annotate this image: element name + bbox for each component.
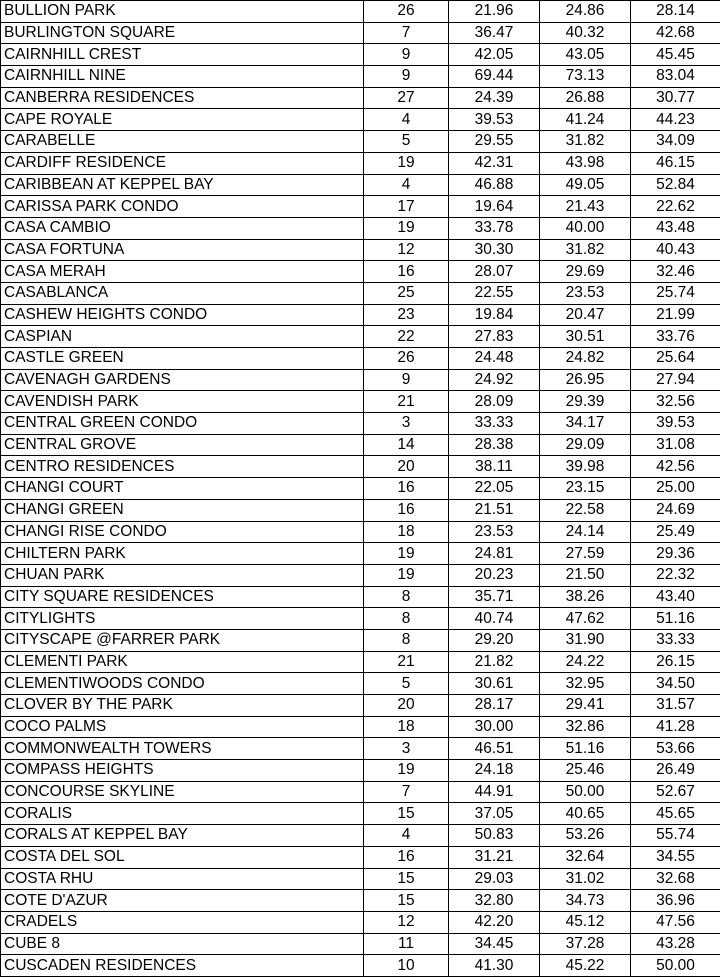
project-name-cell: CAIRNHILL NINE	[1, 66, 364, 88]
district-cell: 27	[364, 87, 449, 109]
district-cell: 20	[364, 456, 449, 478]
value-c-cell: 43.28	[631, 933, 720, 955]
district-cell: 11	[364, 933, 449, 955]
value-b-cell: 29.69	[540, 261, 631, 283]
value-c-cell: 40.43	[631, 239, 720, 261]
table-row	[1, 348, 720, 370]
table-row	[1, 109, 720, 131]
value-b-cell: 53.26	[540, 825, 631, 847]
value-c-cell: 28.14	[631, 1, 720, 23]
value-a-cell: 22.55	[449, 282, 540, 304]
value-b-cell: 45.12	[540, 911, 631, 933]
value-a-cell: 29.20	[449, 629, 540, 651]
table-row	[1, 44, 720, 66]
project-name-cell: CUBE 8	[1, 933, 364, 955]
value-c-cell: 30.77	[631, 87, 720, 109]
table-row	[1, 586, 720, 608]
value-a-cell: 24.18	[449, 760, 540, 782]
project-name-cell: CASHEW HEIGHTS CONDO	[1, 304, 364, 326]
value-b-cell: 24.86	[540, 1, 631, 23]
value-c-cell: 32.56	[631, 391, 720, 413]
value-a-cell: 42.05	[449, 44, 540, 66]
table-row	[1, 825, 720, 847]
project-name-cell: CHANGI GREEN	[1, 499, 364, 521]
value-a-cell: 40.74	[449, 608, 540, 630]
table-row	[1, 955, 720, 977]
table-row	[1, 456, 720, 478]
table-row	[1, 261, 720, 283]
table-row	[1, 66, 720, 88]
value-b-cell: 29.41	[540, 695, 631, 717]
project-name-cell: CARIBBEAN AT KEPPEL BAY	[1, 174, 364, 196]
table-row	[1, 478, 720, 500]
project-name-cell: CENTRO RESIDENCES	[1, 456, 364, 478]
project-name-cell: CARABELLE	[1, 131, 364, 153]
value-b-cell: 40.32	[540, 22, 631, 44]
value-c-cell: 33.76	[631, 326, 720, 348]
value-a-cell: 21.96	[449, 1, 540, 23]
table-row	[1, 673, 720, 695]
project-name-cell: CORALIS	[1, 803, 364, 825]
district-cell: 19	[364, 760, 449, 782]
value-c-cell: 83.04	[631, 66, 720, 88]
value-a-cell: 37.05	[449, 803, 540, 825]
table-row	[1, 738, 720, 760]
value-a-cell: 35.71	[449, 586, 540, 608]
project-name-cell: CAPE ROYALE	[1, 109, 364, 131]
district-cell: 19	[364, 543, 449, 565]
value-a-cell: 41.30	[449, 955, 540, 977]
value-b-cell: 27.59	[540, 543, 631, 565]
project-name-cell: CASTLE GREEN	[1, 348, 364, 370]
table-row	[1, 521, 720, 543]
district-cell: 3	[364, 738, 449, 760]
district-cell: 17	[364, 196, 449, 218]
value-c-cell: 41.28	[631, 716, 720, 738]
value-c-cell: 52.67	[631, 781, 720, 803]
table-row	[1, 629, 720, 651]
value-b-cell: 29.39	[540, 391, 631, 413]
project-name-cell: CASABLANCA	[1, 282, 364, 304]
district-cell: 9	[364, 369, 449, 391]
value-a-cell: 42.20	[449, 911, 540, 933]
value-b-cell: 40.00	[540, 217, 631, 239]
value-c-cell: 42.68	[631, 22, 720, 44]
district-cell: 26	[364, 1, 449, 23]
value-b-cell: 23.15	[540, 478, 631, 500]
value-c-cell: 25.64	[631, 348, 720, 370]
district-cell: 18	[364, 521, 449, 543]
value-b-cell: 31.02	[540, 868, 631, 890]
value-b-cell: 24.82	[540, 348, 631, 370]
district-cell: 16	[364, 261, 449, 283]
district-cell: 15	[364, 890, 449, 912]
project-name-cell: CASA CAMBIO	[1, 217, 364, 239]
district-cell: 7	[364, 22, 449, 44]
table-row	[1, 1, 720, 23]
table-row	[1, 543, 720, 565]
value-a-cell: 27.83	[449, 326, 540, 348]
value-c-cell: 47.56	[631, 911, 720, 933]
value-a-cell: 28.17	[449, 695, 540, 717]
table-row	[1, 282, 720, 304]
value-b-cell: 22.58	[540, 499, 631, 521]
value-c-cell: 45.65	[631, 803, 720, 825]
table-row	[1, 933, 720, 955]
district-cell: 25	[364, 282, 449, 304]
value-a-cell: 24.81	[449, 543, 540, 565]
district-cell: 18	[364, 716, 449, 738]
district-cell: 15	[364, 803, 449, 825]
district-cell: 21	[364, 651, 449, 673]
district-cell: 23	[364, 304, 449, 326]
value-a-cell: 21.51	[449, 499, 540, 521]
value-c-cell: 52.84	[631, 174, 720, 196]
value-a-cell: 36.47	[449, 22, 540, 44]
value-c-cell: 42.56	[631, 456, 720, 478]
value-b-cell: 21.43	[540, 196, 631, 218]
district-cell: 9	[364, 44, 449, 66]
district-cell: 8	[364, 608, 449, 630]
value-c-cell: 34.55	[631, 846, 720, 868]
table-row	[1, 890, 720, 912]
value-b-cell: 47.62	[540, 608, 631, 630]
district-cell: 16	[364, 499, 449, 521]
value-b-cell: 25.46	[540, 760, 631, 782]
value-b-cell: 37.28	[540, 933, 631, 955]
value-a-cell: 31.21	[449, 846, 540, 868]
value-c-cell: 31.08	[631, 434, 720, 456]
district-cell: 20	[364, 695, 449, 717]
value-a-cell: 46.88	[449, 174, 540, 196]
project-name-cell: CRADELS	[1, 911, 364, 933]
table-row	[1, 716, 720, 738]
value-b-cell: 34.73	[540, 890, 631, 912]
district-cell: 14	[364, 434, 449, 456]
value-b-cell: 73.13	[540, 66, 631, 88]
value-c-cell: 26.15	[631, 651, 720, 673]
district-cell: 12	[364, 911, 449, 933]
value-c-cell: 25.74	[631, 282, 720, 304]
value-c-cell: 46.15	[631, 152, 720, 174]
district-cell: 15	[364, 868, 449, 890]
value-c-cell: 34.09	[631, 131, 720, 153]
value-c-cell: 22.32	[631, 564, 720, 586]
table-body	[1, 1, 720, 977]
value-b-cell: 32.86	[540, 716, 631, 738]
project-name-cell: CENTRAL GROVE	[1, 434, 364, 456]
district-cell: 9	[364, 66, 449, 88]
project-name-cell: CHANGI RISE CONDO	[1, 521, 364, 543]
table-row	[1, 174, 720, 196]
value-b-cell: 26.95	[540, 369, 631, 391]
value-a-cell: 32.80	[449, 890, 540, 912]
value-b-cell: 39.98	[540, 456, 631, 478]
value-b-cell: 31.82	[540, 239, 631, 261]
district-cell: 19	[364, 217, 449, 239]
district-cell: 4	[364, 825, 449, 847]
value-a-cell: 30.00	[449, 716, 540, 738]
project-name-cell: COSTA RHU	[1, 868, 364, 890]
district-cell: 21	[364, 391, 449, 413]
value-a-cell: 34.45	[449, 933, 540, 955]
table-row	[1, 22, 720, 44]
value-b-cell: 20.47	[540, 304, 631, 326]
value-b-cell: 21.50	[540, 564, 631, 586]
district-cell: 16	[364, 846, 449, 868]
table-row	[1, 608, 720, 630]
table-row	[1, 131, 720, 153]
value-a-cell: 30.61	[449, 673, 540, 695]
value-a-cell: 46.51	[449, 738, 540, 760]
value-c-cell: 34.50	[631, 673, 720, 695]
project-name-cell: CHUAN PARK	[1, 564, 364, 586]
table-row	[1, 239, 720, 261]
value-b-cell: 31.82	[540, 131, 631, 153]
district-cell: 26	[364, 348, 449, 370]
value-b-cell: 23.53	[540, 282, 631, 304]
value-a-cell: 42.31	[449, 152, 540, 174]
project-name-cell: CITY SQUARE RESIDENCES	[1, 586, 364, 608]
value-a-cell: 39.53	[449, 109, 540, 131]
value-c-cell: 29.36	[631, 543, 720, 565]
table-row	[1, 217, 720, 239]
value-b-cell: 32.64	[540, 846, 631, 868]
value-c-cell: 27.94	[631, 369, 720, 391]
value-a-cell: 29.55	[449, 131, 540, 153]
table-row	[1, 803, 720, 825]
table-row	[1, 846, 720, 868]
table-row	[1, 434, 720, 456]
value-c-cell: 25.00	[631, 478, 720, 500]
project-name-cell: CHILTERN PARK	[1, 543, 364, 565]
district-cell: 12	[364, 239, 449, 261]
project-name-cell: CORALS AT KEPPEL BAY	[1, 825, 364, 847]
project-name-cell: BURLINGTON SQUARE	[1, 22, 364, 44]
value-b-cell: 24.14	[540, 521, 631, 543]
value-a-cell: 21.82	[449, 651, 540, 673]
value-c-cell: 50.00	[631, 955, 720, 977]
table-row	[1, 369, 720, 391]
value-c-cell: 45.45	[631, 44, 720, 66]
project-name-cell: CITYSCAPE @FARRER PARK	[1, 629, 364, 651]
value-a-cell: 50.83	[449, 825, 540, 847]
value-c-cell: 24.69	[631, 499, 720, 521]
project-name-cell: CAVENDISH PARK	[1, 391, 364, 413]
district-cell: 3	[364, 413, 449, 435]
table-row	[1, 304, 720, 326]
value-b-cell: 29.09	[540, 434, 631, 456]
value-a-cell: 38.11	[449, 456, 540, 478]
project-name-cell: CASA MERAH	[1, 261, 364, 283]
value-a-cell: 33.33	[449, 413, 540, 435]
district-cell: 4	[364, 174, 449, 196]
district-cell: 4	[364, 109, 449, 131]
value-a-cell: 23.53	[449, 521, 540, 543]
table-row	[1, 911, 720, 933]
district-cell: 7	[364, 781, 449, 803]
project-name-cell: CASA FORTUNA	[1, 239, 364, 261]
table-row	[1, 152, 720, 174]
value-c-cell: 53.66	[631, 738, 720, 760]
value-a-cell: 22.05	[449, 478, 540, 500]
table-row	[1, 781, 720, 803]
value-c-cell: 43.48	[631, 217, 720, 239]
table-row	[1, 651, 720, 673]
table-row	[1, 413, 720, 435]
value-a-cell: 19.84	[449, 304, 540, 326]
project-name-cell: CITYLIGHTS	[1, 608, 364, 630]
district-cell: 22	[364, 326, 449, 348]
table-row	[1, 196, 720, 218]
project-name-cell: CLOVER BY THE PARK	[1, 695, 364, 717]
value-b-cell: 50.00	[540, 781, 631, 803]
value-a-cell: 28.07	[449, 261, 540, 283]
value-b-cell: 51.16	[540, 738, 631, 760]
table-row	[1, 87, 720, 109]
value-b-cell: 34.17	[540, 413, 631, 435]
value-c-cell: 21.99	[631, 304, 720, 326]
value-a-cell: 24.39	[449, 87, 540, 109]
district-cell: 8	[364, 586, 449, 608]
district-cell: 10	[364, 955, 449, 977]
project-name-cell: CUSCADEN RESIDENCES	[1, 955, 364, 977]
value-b-cell: 32.95	[540, 673, 631, 695]
table-row	[1, 695, 720, 717]
table-row	[1, 564, 720, 586]
district-cell: 19	[364, 564, 449, 586]
value-c-cell: 51.16	[631, 608, 720, 630]
value-c-cell: 32.46	[631, 261, 720, 283]
value-a-cell: 33.78	[449, 217, 540, 239]
value-b-cell: 30.51	[540, 326, 631, 348]
project-name-cell: CASPIAN	[1, 326, 364, 348]
project-name-cell: CARISSA PARK CONDO	[1, 196, 364, 218]
project-name-cell: CONCOURSE SKYLINE	[1, 781, 364, 803]
project-name-cell: COCO PALMS	[1, 716, 364, 738]
project-name-cell: BULLION PARK	[1, 1, 364, 23]
project-name-cell: COTE D'AZUR	[1, 890, 364, 912]
value-a-cell: 19.64	[449, 196, 540, 218]
value-a-cell: 20.23	[449, 564, 540, 586]
table-row	[1, 326, 720, 348]
value-c-cell: 43.40	[631, 586, 720, 608]
value-a-cell: 24.48	[449, 348, 540, 370]
table-row	[1, 868, 720, 890]
value-b-cell: 26.88	[540, 87, 631, 109]
value-a-cell: 30.30	[449, 239, 540, 261]
value-c-cell: 55.74	[631, 825, 720, 847]
value-b-cell: 40.65	[540, 803, 631, 825]
value-c-cell: 39.53	[631, 413, 720, 435]
district-cell: 8	[364, 629, 449, 651]
project-name-cell: CENTRAL GREEN CONDO	[1, 413, 364, 435]
project-name-cell: CARDIFF RESIDENCE	[1, 152, 364, 174]
table-row	[1, 391, 720, 413]
value-c-cell: 32.68	[631, 868, 720, 890]
project-name-cell: COSTA DEL SOL	[1, 846, 364, 868]
value-b-cell: 38.26	[540, 586, 631, 608]
value-b-cell: 24.22	[540, 651, 631, 673]
value-b-cell: 41.24	[540, 109, 631, 131]
value-b-cell: 31.90	[540, 629, 631, 651]
value-a-cell: 44.91	[449, 781, 540, 803]
project-name-cell: CANBERRA RESIDENCES	[1, 87, 364, 109]
project-name-cell: CAVENAGH GARDENS	[1, 369, 364, 391]
value-a-cell: 24.92	[449, 369, 540, 391]
district-cell: 5	[364, 131, 449, 153]
value-c-cell: 22.62	[631, 196, 720, 218]
value-a-cell: 69.44	[449, 66, 540, 88]
value-b-cell: 45.22	[540, 955, 631, 977]
value-b-cell: 49.05	[540, 174, 631, 196]
value-b-cell: 43.98	[540, 152, 631, 174]
value-a-cell: 28.09	[449, 391, 540, 413]
table-row	[1, 499, 720, 521]
value-a-cell: 29.03	[449, 868, 540, 890]
table-row	[1, 760, 720, 782]
value-b-cell: 43.05	[540, 44, 631, 66]
project-name-cell: CAIRNHILL CREST	[1, 44, 364, 66]
value-c-cell: 36.96	[631, 890, 720, 912]
value-c-cell: 26.49	[631, 760, 720, 782]
value-c-cell: 31.57	[631, 695, 720, 717]
value-c-cell: 25.49	[631, 521, 720, 543]
project-name-cell: COMMONWEALTH TOWERS	[1, 738, 364, 760]
district-cell: 5	[364, 673, 449, 695]
district-cell: 16	[364, 478, 449, 500]
project-name-cell: CLEMENTIWOODS CONDO	[1, 673, 364, 695]
project-name-cell: CLEMENTI PARK	[1, 651, 364, 673]
value-c-cell: 33.33	[631, 629, 720, 651]
value-c-cell: 44.23	[631, 109, 720, 131]
value-a-cell: 28.38	[449, 434, 540, 456]
district-cell: 19	[364, 152, 449, 174]
project-name-cell: COMPASS HEIGHTS	[1, 760, 364, 782]
project-name-cell: CHANGI COURT	[1, 478, 364, 500]
